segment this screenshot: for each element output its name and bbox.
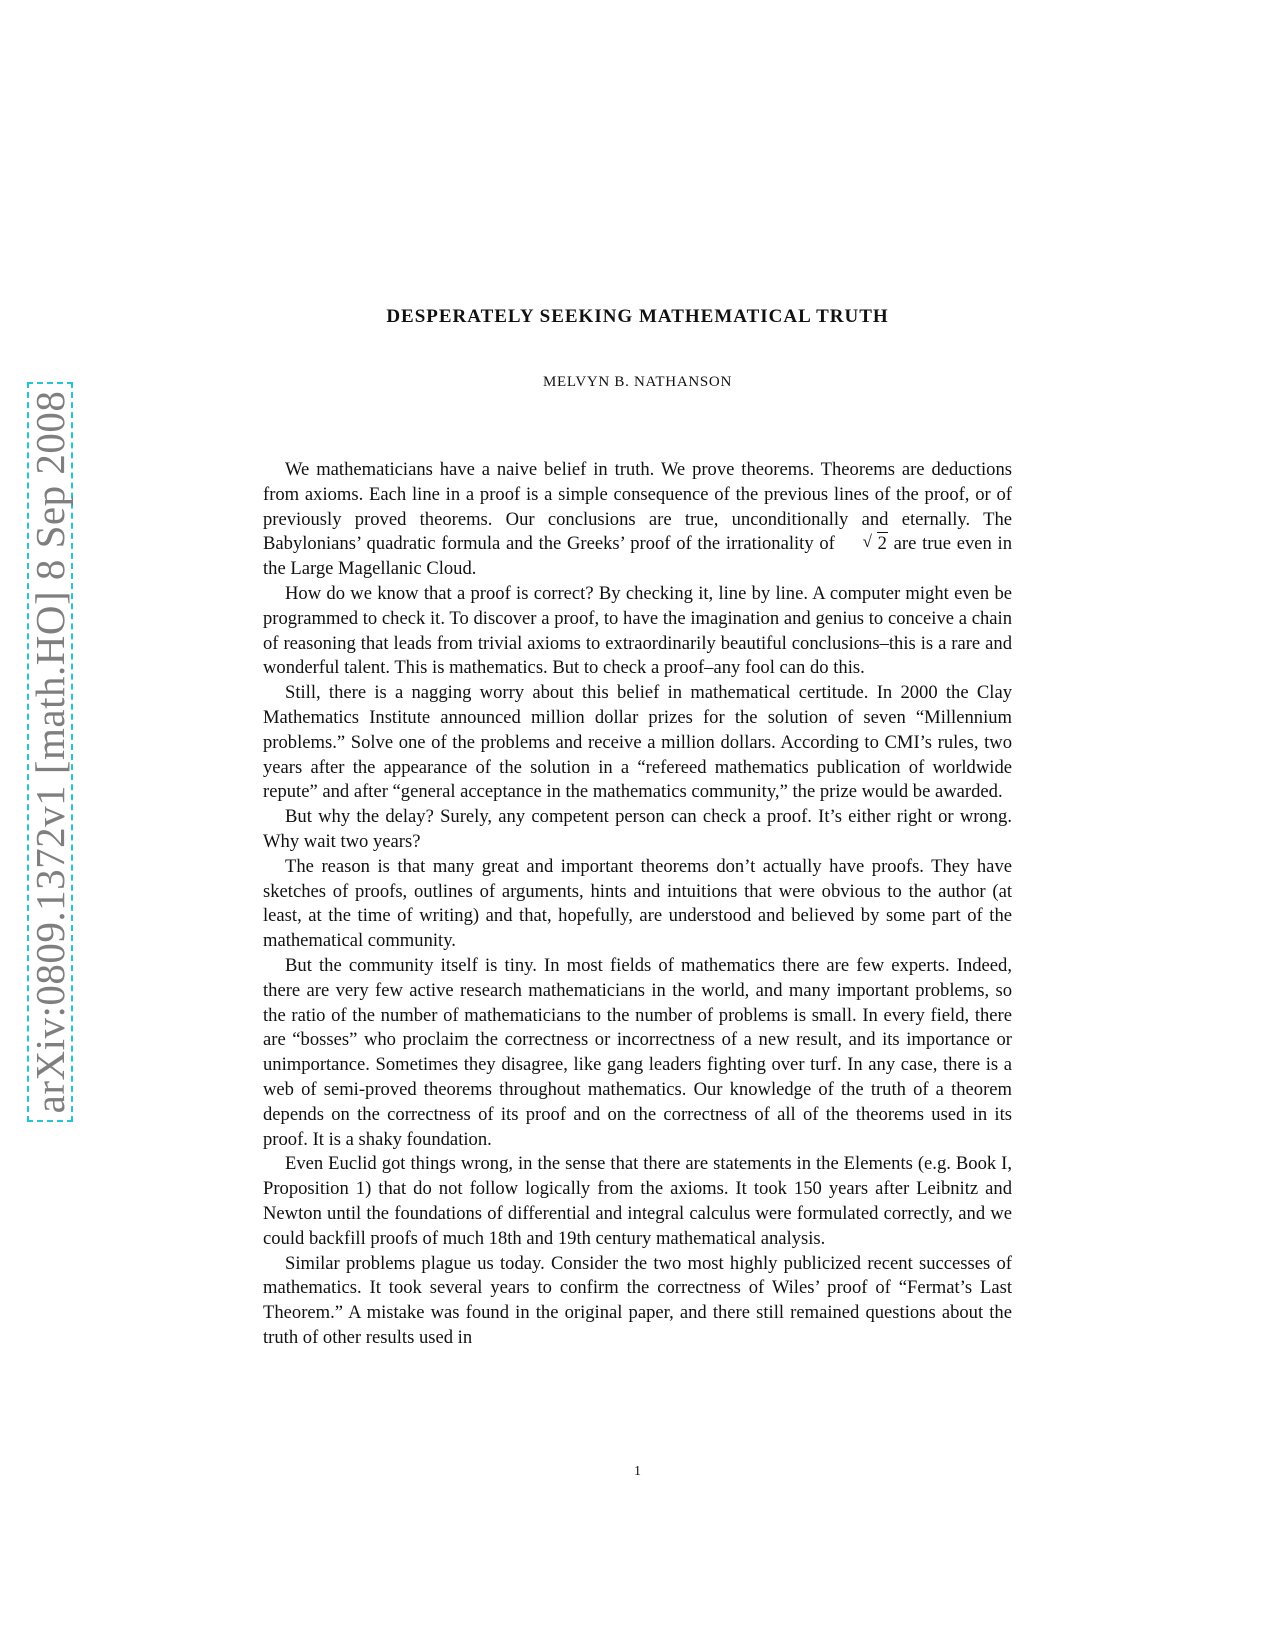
- page-number: 1: [634, 1464, 641, 1479]
- paper-title: DESPERATELY SEEKING MATHEMATICAL TRUTH: [386, 306, 889, 327]
- arxiv-id-label: arXiv:0809.1372v1 [math.HO] 8 Sep 2008: [27, 390, 73, 1114]
- sqrt-sign: √: [862, 532, 872, 552]
- paragraph-8: Similar problems plague us today. Consider the two most highly publicized recent successes of mathematics. It took several years to confirm the correctness of Wiles’ proof of “Fermat’s Last Theorem.” A mistake was found in the original paper, and there still remained questions about the truth of other results used in: [263, 1252, 1012, 1348]
- paragraph-7: Even Euclid got things wrong, in the sense that there are statements in the Elements (e.g. Book I, Proposition 1) that do not follow logically from the axioms. It took 150 years after Leibnitz and Newton until the foundations of differential and integral calculus were formulated correctly, and we could backfill proofs of much 18th and 19th century mathematical analysis.: [263, 1153, 1012, 1249]
- paper-body: [263, 458, 1012, 1351]
- paragraph-5: The reason is that many great and important theorems don’t actually have proofs. They have sketches of proofs, outlines of arguments, hints and intuitions that were obvious to the author (at least, at the time of writing) and that, hopefully, are understood and believed by some part of the mathematical community.: [263, 855, 1012, 952]
- sqrt-argument: 2: [877, 533, 887, 555]
- paper-author: MELVYN B. NATHANSON: [542, 374, 732, 390]
- paragraph-1-text-b: are true even in the Large Magellanic Cloud.: [263, 533, 1012, 580]
- sqrt-two-formula: [841, 532, 888, 557]
- paragraph-4: But why the delay? Surely, any competent person can check a proof. It’s either right or wrong. Why wait two years?: [263, 806, 1012, 852]
- paragraph-2: How do we know that a proof is correct? By checking it, line by line. A computer might even be programmed to check it. To discover a proof, to have the imagination and genius to conceive a chain of reasoning that leads from trivial axioms to extraordinarily beautiful conclusions–this is a rare and wonderful talent. This is mathematics. But to check a proof–any fool can do this.: [263, 582, 1012, 679]
- paragraph-1-text-a: We mathematicians have a naive belief in truth. We prove theorems. Theorems are deductions from axioms. Each line in a proof is a simple consequence of the previous lines of the proof, or of previously proved theorems. Our conclusions are true, unconditionally and eternally. The Babylonians’ quadratic formula and the Greeks’ proof of the irrationality of: [263, 459, 1012, 555]
- arxiv-stamp: [27, 382, 73, 1122]
- paragraph-6: But the community itself is tiny. In most fields of mathematics there are few experts. Indeed, there are very few active research mathematicians in the world, and many important problems, so the ratio of the number of mathematicians to the number of problems is small. In every field, there are “bosses” who proclaim the correctness or incorrectness of a new result, and its importance or unimportance. Sometimes they disagree, like gang leaders fighting over turf. In any case, there is a web of semi-proved theorems throughout mathematics. Our knowledge of the truth of a theorem depends on the correctness of its proof and on the correctness of all of the theorems used in its proof. It is a shaky foundation.: [263, 954, 1012, 1150]
- paragraph-3: Still, there is a nagging worry about this belief in mathematical certitude. In 2000 the Clay Mathematics Institute announced million dollar prizes for the solution of seven “Millennium problems.” Solve one of the problems and receive a million dollars. According to CMI’s rules, two years after the appearance of the solution in a “refereed mathematics publication of worldwide repute” and after “general acceptance in the mathematics community,” the prize would be awarded.: [263, 682, 1012, 803]
- paragraph-1: [263, 458, 1012, 582]
